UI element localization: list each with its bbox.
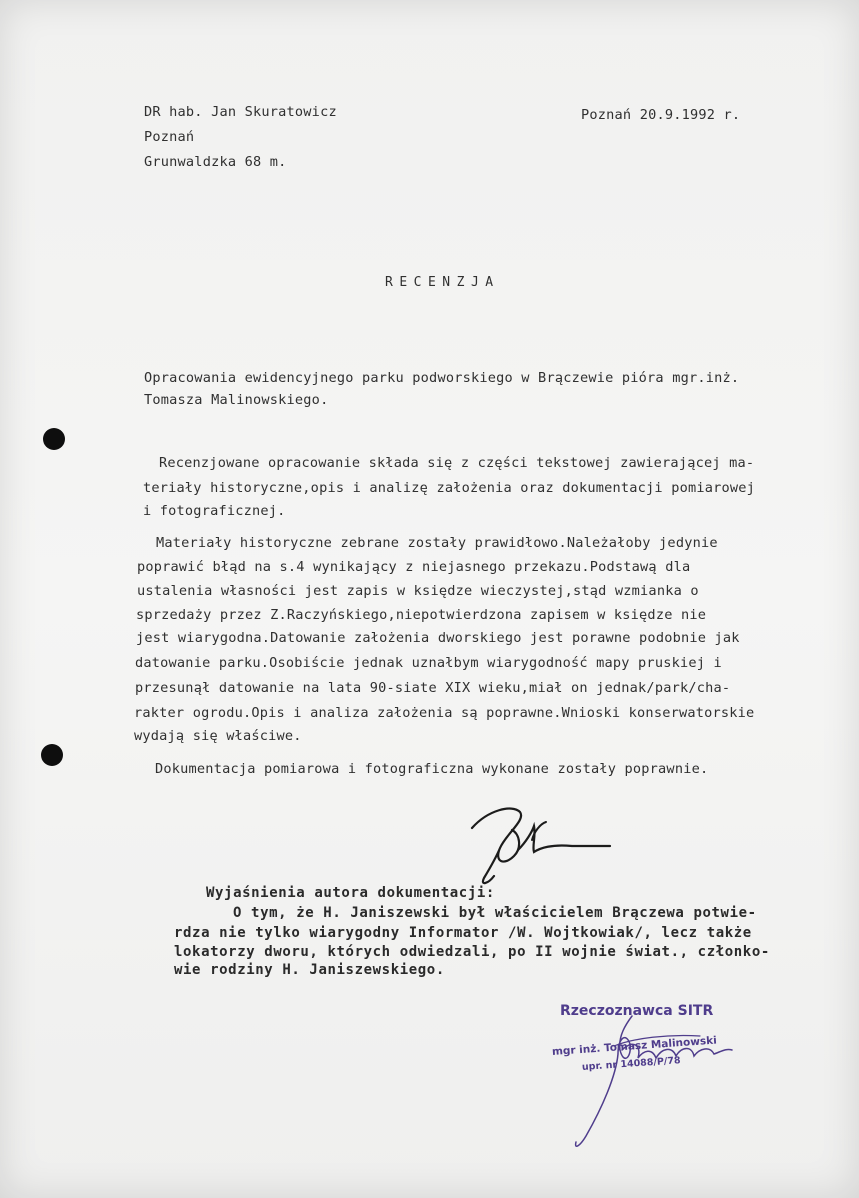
body-line: przesunął datowanie na lata 90-siate XIX wieku,miał on jednak/park/cha- — [135, 680, 731, 696]
date-line: Poznań 20.9.1992 r. — [581, 107, 741, 123]
stamp-number: upr. nr 14088/P/78 — [581, 1055, 681, 1073]
stamp-title: Rzeczoznawca SITR — [560, 1003, 714, 1019]
explanation-line: lokatorzy dworu, których odwiedzali, po II wojnie świat., członko- — [174, 944, 770, 960]
body-line: ustalenia własności jest zapis w księdze wieczystej,stąd wzmianka o — [137, 583, 699, 599]
punch-hole-bottom — [41, 744, 63, 766]
explanation-line: O tym, że H. Janiszewski był właścicielem Brączewa potwie- — [233, 905, 757, 921]
explanation-heading: Wyjaśnienia autora dokumentacji: — [206, 885, 495, 901]
subject-line: Tomasza Malinowskiego. — [144, 392, 329, 408]
stamp-name: mgr inż. Tomasz Malinowski — [551, 1034, 718, 1058]
author-signature — [560, 1010, 750, 1160]
explanation-line: wie rodziny H. Janiszewskiego. — [174, 962, 445, 978]
subject-line: Opracowania ewidencyjnego parku podworskiego w Brączewie pióra mgr.inż. — [144, 370, 740, 386]
body-line: Recenzjowane opracowanie składa się z części tekstowej zawierającej ma- — [159, 455, 755, 471]
body-line: datowanie parku.Osobiście jednak uznałbym wiarygodność mapy pruskiej i — [135, 655, 722, 671]
author-line: DR hab. Jan Skuratowicz — [144, 104, 337, 120]
body-line: Materiały historyczne zebrane zostały prawidłowo.Należałoby jedynie — [156, 535, 718, 551]
city-line: Poznań — [144, 129, 195, 145]
explanation-line: rdza nie tylko wiarygodny Informator /W. Wojtkowiak/, lecz także — [174, 925, 752, 941]
body-line: teriały historyczne,opis i analizę założenia oraz dokumentacji pomiarowej — [143, 480, 756, 496]
reviewer-signature — [460, 790, 640, 900]
punch-hole-top — [43, 428, 65, 450]
document-title: RECENZJA — [385, 275, 500, 290]
body-line: rakter ogrodu.Opis i analiza założenia są poprawne.Wnioski konserwatorskie — [134, 705, 755, 721]
body-line: jest wiarygodna.Datowanie założenia dworskiego jest porawne podobnie jak — [136, 630, 740, 646]
body-line: sprzedaży przez Z.Raczyńskiego,niepotwierdzona zapisem w księdze nie — [136, 607, 707, 623]
body-line: Dokumentacja pomiarowa i fotograficzna wykonane zostały poprawnie. — [155, 761, 709, 777]
address-line: Grunwaldzka 68 m. — [144, 154, 287, 170]
body-line: wydają się właściwe. — [134, 728, 302, 744]
body-line: poprawić błąd na s.4 wynikający z niejasnego przekazu.Podstawą dla — [137, 559, 691, 575]
body-line: i fotograficznej. — [143, 503, 286, 519]
